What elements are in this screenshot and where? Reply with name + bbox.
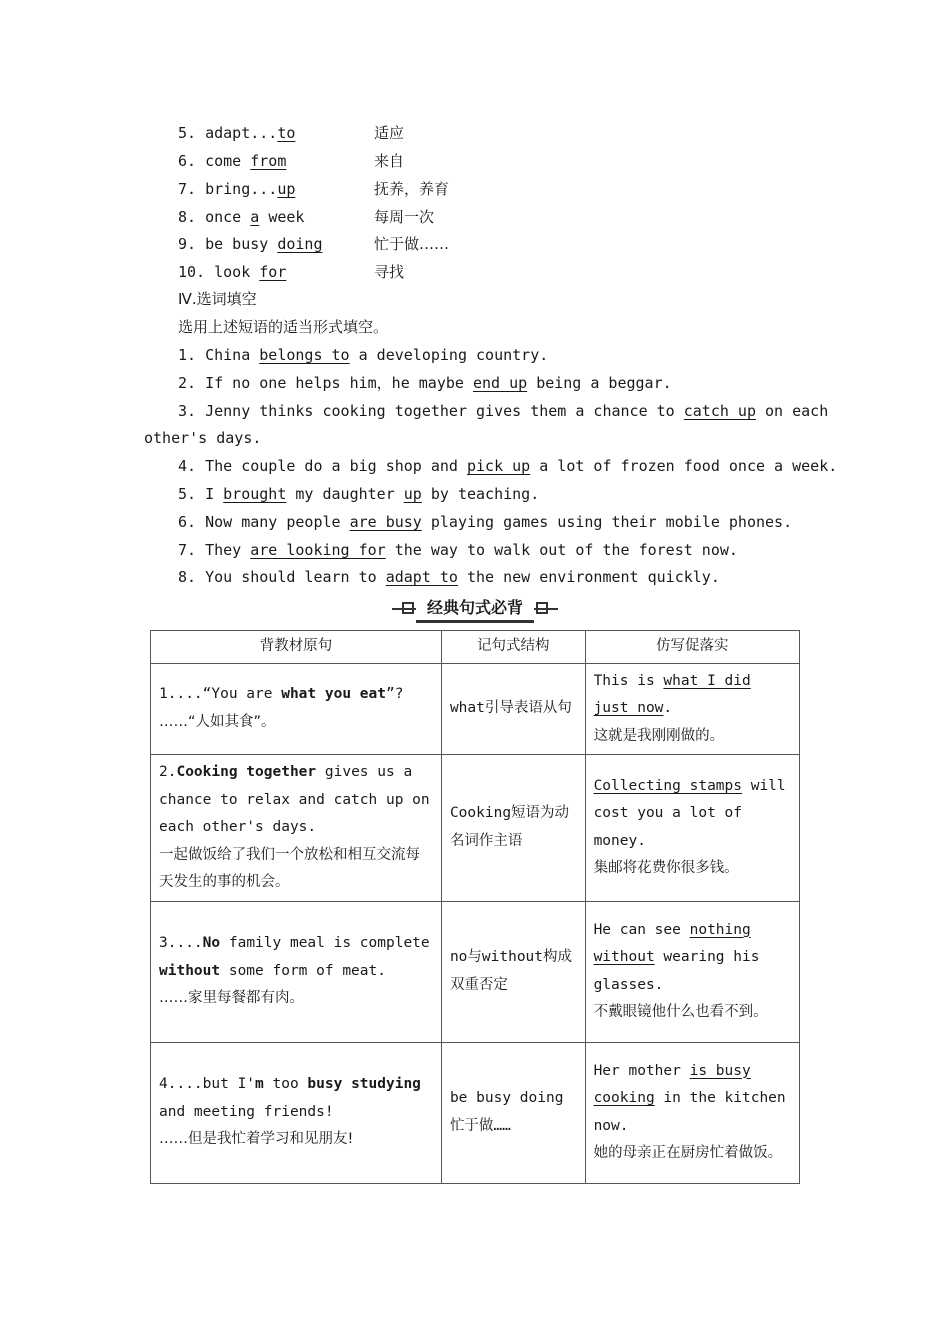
phrase-meaning: 抚养，养育 (374, 180, 450, 198)
header-structure: 记句式结构 (441, 631, 585, 664)
fill-sentence: 4. The couple do a big shop and pick up a lot of frozen food once a week. (178, 457, 838, 475)
banner-cap-right (536, 602, 548, 614)
section-instruction: 选用上述短语的适当形式填空。 (178, 318, 389, 336)
banner-title: 经典句式必背 (416, 598, 534, 623)
structure-note: be busy doing 忙于做…… (441, 1042, 585, 1183)
table-row (151, 1042, 800, 1183)
original-sentence: 2.Cooking together gives us a chance to relax and catch up on each other's days. 一起做饭给了我们一个放松和相互交流每天发生的事的机会。 (151, 755, 442, 902)
phrase-meaning: 来自 (374, 152, 405, 170)
fill-sentence: 7. They are looking for the way to walk out of the forest now. (178, 541, 738, 559)
table-row (151, 663, 800, 755)
fill-sentence: 2. If no one helps him，he maybe end up being a beggar. (178, 374, 672, 392)
phrase-item: 8. once a week (178, 208, 305, 226)
fill-sentence: 6. Now many people are busy playing games using their mobile phones. (178, 513, 793, 531)
imitation-sentence: This is what I did just now. 这就是我刚刚做的。 (585, 663, 799, 755)
phrase-meaning: 寻找 (374, 263, 405, 281)
phrase-item: 10. look for (178, 263, 287, 281)
section-banner (392, 598, 558, 620)
imitation-sentence: Her mother is busy cooking in the kitchen now. 她的母亲正在厨房忙着做饭。 (585, 1042, 799, 1183)
phrase-item: 5. adapt...to (178, 124, 296, 142)
header-original: 背教材原句 (151, 631, 442, 664)
fill-sentence: 8. You should learn to adapt to the new environment quickly. (178, 568, 720, 586)
phrase-item: 7. bring...up (178, 180, 296, 198)
section-heading: Ⅳ.选词填空 (178, 290, 257, 308)
original-sentence: 1....“You are what you eat”? ……“人如其食”。 (151, 663, 442, 755)
table-row (151, 901, 800, 1042)
fill-sentence: 5. I brought my daughter up by teaching. (178, 485, 540, 503)
structure-note: Cooking短语为动名词作主语 (441, 755, 585, 902)
original-sentence: 3....No family meal is complete without some form of meat. ……家里每餐都有肉。 (151, 901, 442, 1042)
table-header-row (151, 631, 800, 664)
phrase-meaning: 适应 (374, 124, 405, 142)
table-row (151, 755, 800, 902)
phrase-item: 6. come from (178, 152, 287, 170)
original-sentence: 4....but I'm too busy studying and meeting friends! ……但是我忙着学习和见朋友! (151, 1042, 442, 1183)
header-imitation: 仿写促落实 (585, 631, 799, 664)
banner-cap-left (402, 602, 414, 614)
imitation-sentence: Collecting stamps will cost you a lot of money. 集邮将花费你很多钱。 (585, 755, 799, 902)
phrase-meaning: 忙于做…… (374, 235, 450, 253)
imitation-sentence: He can see nothing without wearing his glasses. 不戴眼镜他什么也看不到。 (585, 901, 799, 1042)
phrase-meaning: 每周一次 (374, 208, 435, 226)
fill-sentence: 1. China belongs to a developing country. (178, 346, 549, 364)
sentence-table (150, 630, 800, 1184)
structure-note: no与without构成双重否定 (441, 901, 585, 1042)
fill-sentence: 3. Jenny thinks cooking together gives them a chance to catch up on each (178, 402, 829, 420)
structure-note: what引导表语从句 (441, 663, 585, 755)
phrase-item: 9. be busy doing (178, 235, 323, 253)
fill-sentence-continued: other's days. (144, 429, 262, 447)
